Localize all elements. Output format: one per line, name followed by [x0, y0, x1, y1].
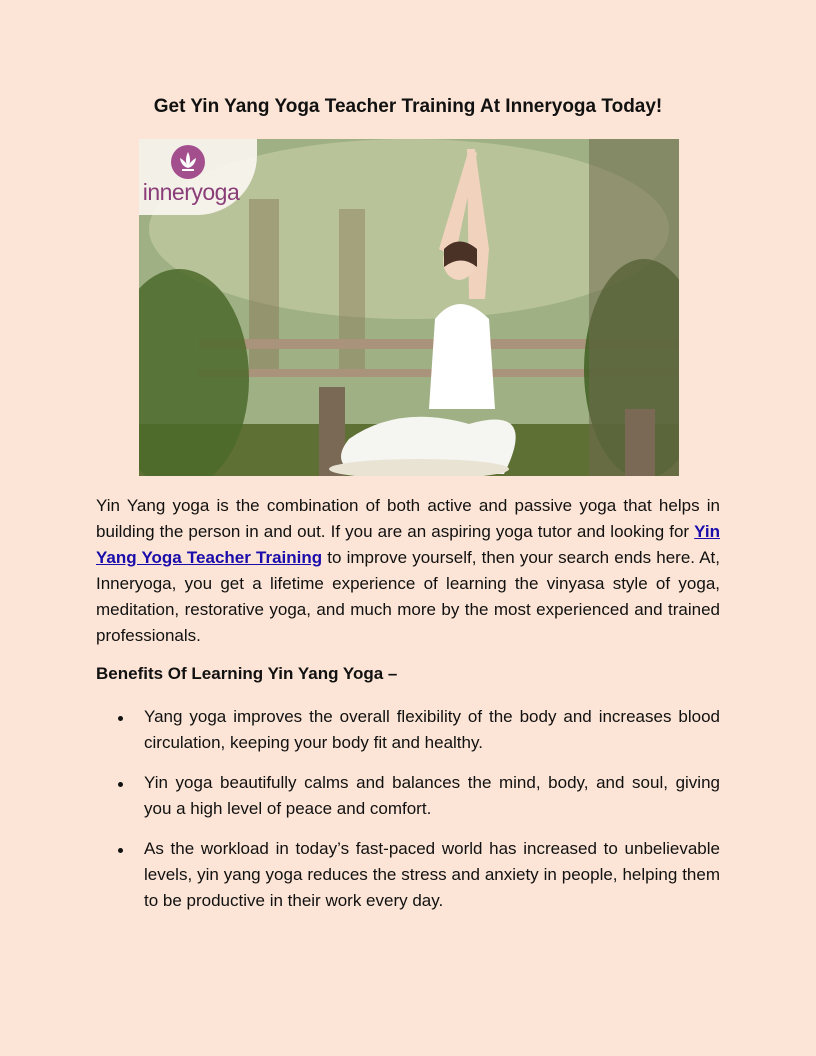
benefits-list: [96, 704, 720, 928]
list-item: [96, 770, 720, 822]
page-title: Get Yin Yang Yoga Teacher Training At Inneryoga Today!: [153, 96, 663, 117]
list-item-text: As the workload in today’s fast-paced world has increased to unbelievable levels, yin yang yoga reduces the stress and anxiety in people, helping them to be productive in their work every day.: [144, 839, 720, 910]
list-item-text: Yang yoga improves the overall flexibility of the body and increases blood circulation, keeping your body fit and healthy.: [144, 707, 720, 752]
intro-paragraph: [96, 493, 720, 649]
benefits-heading: Benefits Of Learning Yin Yang Yoga –: [96, 664, 398, 683]
lotus-logo-icon: [171, 145, 205, 179]
list-item-text: Yin yoga beautifully calms and balances the mind, body, and soul, giving you a high level of peace and comfort.: [144, 773, 720, 818]
bullet-icon: [118, 848, 123, 853]
bullet-icon: [118, 716, 123, 721]
teacher-training-link[interactable]: Yin Yang Yoga Teacher Training: [96, 522, 720, 567]
bullet-icon: [118, 782, 123, 787]
list-item: [96, 704, 720, 756]
list-item: [96, 836, 720, 914]
logo-wordmark: inneryoga: [142, 179, 240, 205]
intro-text-before-link: Yin Yang yoga is the combination of both active and passive yoga that helps in building the person in and out. If you are an aspiring yoga tutor and looking for: [96, 496, 720, 541]
intro-text-after-link: to improve yourself, then your search ends here. At, Inneryoga, you get a lifetime experience of learning the vinyasa style of yoga, meditation, restorative yoga, and much more by the most experienced and trained professionals.: [96, 548, 720, 645]
hero-image: [139, 139, 679, 476]
logo-badge: [139, 139, 257, 215]
